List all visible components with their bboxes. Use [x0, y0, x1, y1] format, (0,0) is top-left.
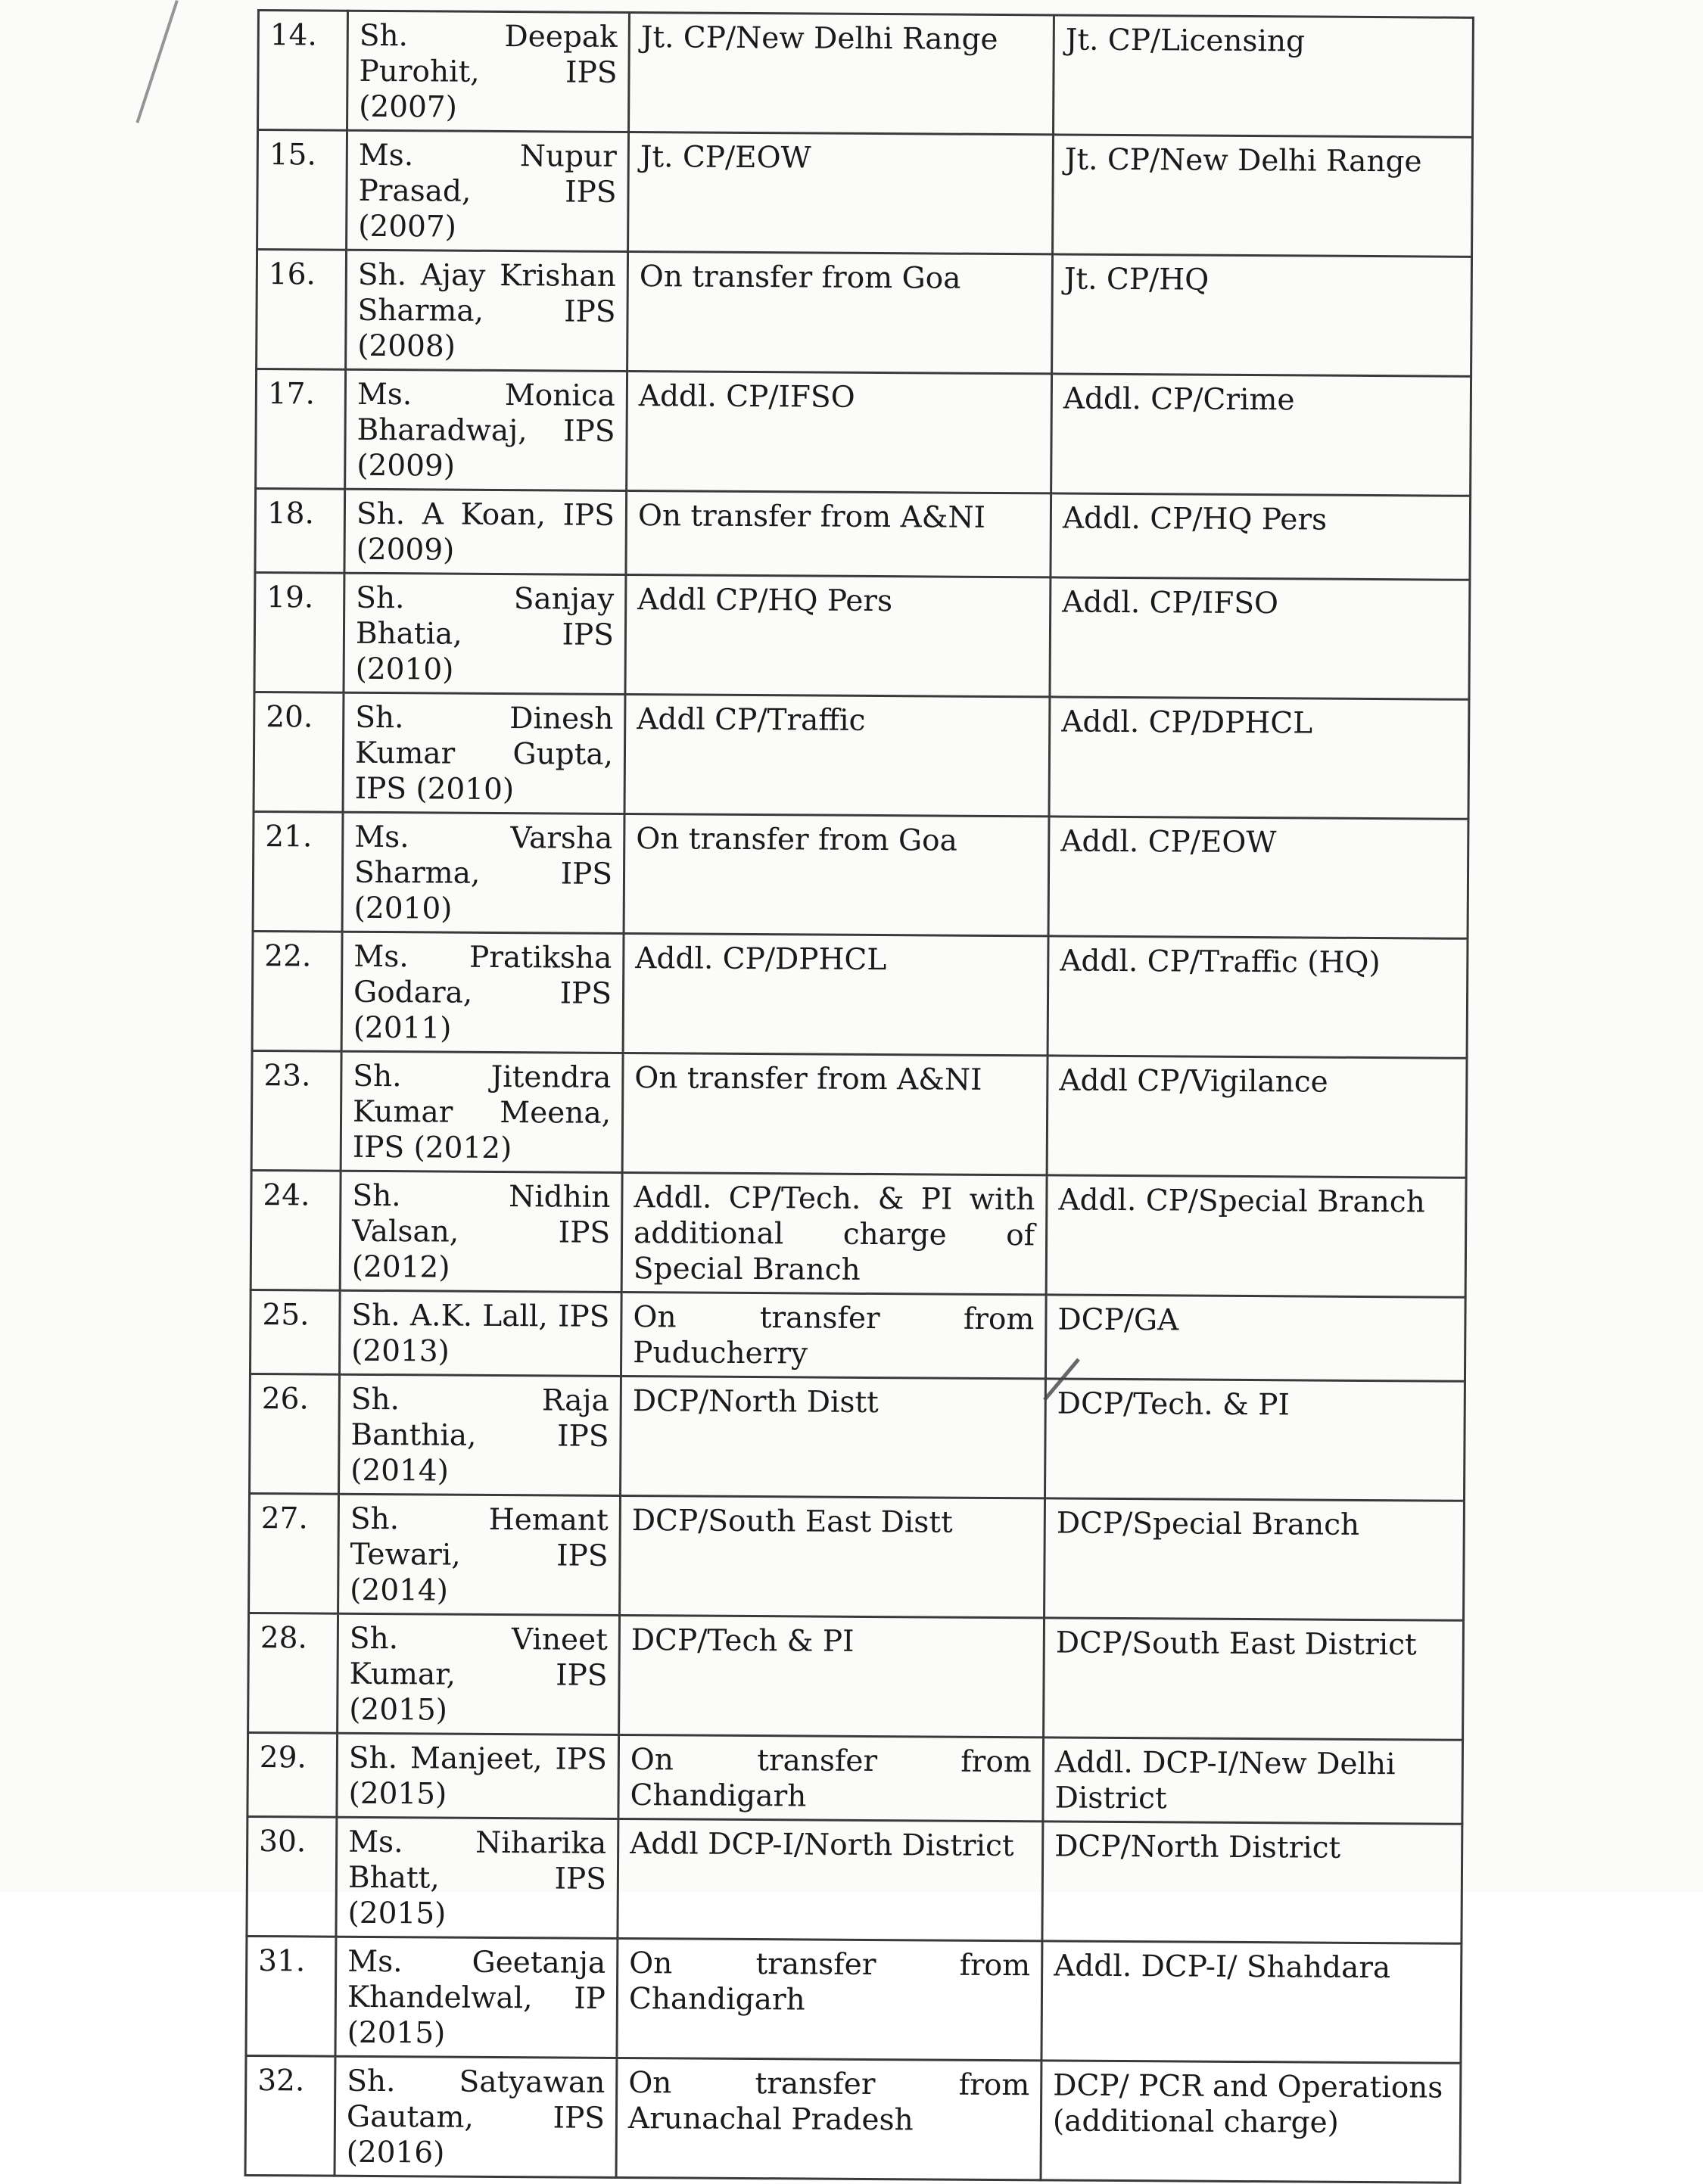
current-posting: On transfer from Arunachal Pradesh	[616, 2058, 1041, 2179]
table-row	[254, 572, 1470, 699]
serial-number: 23.	[251, 1050, 341, 1171]
margin-pen-stroke	[135, 0, 178, 123]
new-posting: Addl. DCP-I/New Delhi District	[1043, 1738, 1463, 1824]
new-posting: Addl. CP/Traffic (HQ)	[1048, 936, 1468, 1058]
table-row	[256, 369, 1471, 496]
current-posting: On transfer from A&NI	[626, 490, 1051, 577]
new-posting: Addl. CP/Crime	[1051, 374, 1471, 496]
new-posting: Addl. CP/DPHCL	[1049, 697, 1469, 819]
serial-number: 15.	[257, 130, 347, 250]
officer-name: Sh. A.K. Lall, IPS (2013)	[339, 1290, 621, 1376]
officer-name: Sh. Dinesh Kumar Gupta, IPS (2010)	[343, 692, 625, 814]
table-row	[257, 130, 1473, 257]
officer-name: Ms. Varsha Sharma, IPS (2010)	[342, 812, 624, 933]
current-posting: On transfer from Chandigarh	[617, 1938, 1042, 2060]
new-posting: DCP/South East District	[1044, 1618, 1464, 1740]
new-posting: Addl. CP/IFSO	[1050, 577, 1470, 699]
serial-number: 20.	[254, 692, 344, 812]
current-posting: Jt. CP/EOW	[628, 132, 1054, 254]
officer-name: Sh. A Koan, IPS (2009)	[344, 489, 627, 574]
officer-name: Sh. Vineet Kumar, IPS (2015)	[338, 1613, 620, 1734]
serial-number: 25.	[250, 1290, 340, 1374]
current-posting: Addl CP/Traffic	[624, 694, 1050, 816]
new-posting: Addl CP/Vigilance	[1047, 1056, 1467, 1178]
new-posting: Addl. CP/EOW	[1048, 817, 1468, 938]
officer-name: Ms. Pratiksha Godara, IPS (2011)	[341, 932, 624, 1053]
table-row	[250, 1290, 1465, 1381]
table-row	[251, 1170, 1466, 1297]
table-row	[252, 931, 1468, 1058]
new-posting: Addl. DCP-I/ Shahdara	[1041, 1941, 1462, 2063]
current-posting: DCP/North Distt	[621, 1376, 1046, 1498]
new-posting: DCP/North District	[1042, 1822, 1462, 1943]
officer-name: Sh. Sanjay Bhatia, IPS (2010)	[344, 573, 626, 694]
serial-number: 19.	[254, 572, 344, 692]
table-row	[245, 2055, 1461, 2182]
serial-number: 27.	[249, 1493, 339, 1613]
officer-name: Sh. Ajay Krishan Sharma, IPS (2008)	[346, 250, 628, 371]
table-row	[255, 488, 1471, 580]
serial-number: 21.	[253, 811, 343, 932]
officer-name: Sh. Nidhin Valsan, IPS (2012)	[340, 1171, 622, 1292]
officer-name: Ms. Nupur Prasad, IPS (2007)	[347, 130, 629, 251]
current-posting: Addl. CP/DPHCL	[623, 933, 1048, 1055]
table-row	[251, 1050, 1467, 1178]
officer-name: Sh. Hemant Tewari, IPS (2014)	[338, 1494, 621, 1615]
current-posting: DCP/Tech & PI	[619, 1615, 1045, 1737]
current-posting: On transfer from Goa	[624, 814, 1049, 935]
current-posting: Addl DCP-I/North District	[618, 1818, 1043, 1940]
transfer-posting-table	[244, 9, 1474, 2184]
officer-name: Ms. Geetanja Khandelwal, IP (2015)	[335, 1937, 618, 2058]
officer-name: Sh. Jitendra Kumar Meena, IPS (2012)	[341, 1051, 623, 1172]
current-posting: On transfer from Puducherry	[621, 1292, 1046, 1378]
serial-number: 14.	[258, 11, 348, 131]
table-row	[258, 11, 1474, 138]
officer-name: Sh. Manjeet, IPS (2015)	[337, 1733, 619, 1818]
current-posting: Jt. CP/New Delhi Range	[629, 13, 1054, 135]
current-posting: DCP/South East Distt	[620, 1495, 1045, 1617]
serial-number: 22.	[252, 931, 342, 1051]
new-posting: DCP/ PCR and Operations (additional charge)	[1041, 2061, 1461, 2182]
current-posting: Addl CP/HQ Pers	[625, 574, 1051, 696]
new-posting: Addl. CP/HQ Pers	[1051, 493, 1471, 580]
table-row	[246, 1936, 1462, 2063]
new-posting: DCP/GA	[1045, 1295, 1465, 1381]
new-posting: Addl. CP/Special Branch	[1046, 1175, 1466, 1297]
officer-name: Ms. Monica Bharadwaj, IPS (2009)	[345, 369, 627, 490]
serial-number: 24.	[251, 1170, 341, 1290]
table-row	[257, 250, 1472, 377]
current-posting: On transfer from A&NI	[622, 1053, 1048, 1174]
table-row	[248, 1732, 1463, 1824]
serial-number: 28.	[248, 1613, 338, 1733]
officer-name: Sh. Deepak Purohit, IPS (2007)	[347, 11, 630, 132]
officer-name: Sh. Raja Banthia, IPS (2014)	[339, 1374, 621, 1495]
current-posting: Addl. CP/IFSO	[627, 371, 1052, 493]
new-posting: Jt. CP/New Delhi Range	[1053, 135, 1473, 257]
serial-number: 30.	[247, 1816, 337, 1937]
officer-name: Sh. Satyawan Gautam, IPS (2016)	[335, 2056, 617, 2177]
current-posting: Addl. CP/Tech. & PI with additional charge of Special Branch	[621, 1172, 1047, 1294]
serial-number: 16.	[257, 250, 347, 370]
serial-number: 26.	[250, 1374, 340, 1494]
new-posting: Jt. CP/HQ	[1052, 254, 1472, 376]
current-posting: On transfer from Goa	[627, 251, 1053, 373]
serial-number: 17.	[256, 369, 346, 490]
new-posting: DCP/Special Branch	[1045, 1498, 1465, 1620]
serial-number: 32.	[245, 2055, 335, 2176]
current-posting: On transfer from Chandigarh	[618, 1734, 1044, 1821]
table-row	[250, 1374, 1465, 1501]
serial-number: 31.	[246, 1936, 336, 2056]
table-row	[247, 1816, 1462, 1943]
table-row	[249, 1493, 1465, 1620]
new-posting: DCP/Tech. & PI	[1045, 1379, 1465, 1501]
serial-number: 29.	[248, 1732, 338, 1817]
table-row	[254, 692, 1469, 819]
officer-name: Ms. Niharika Bhatt, IPS (2015)	[336, 1817, 618, 1938]
table-row	[253, 811, 1468, 938]
serial-number: 18.	[255, 488, 345, 573]
new-posting: Jt. CP/Licensing	[1054, 15, 1474, 137]
table-row	[248, 1613, 1464, 1740]
